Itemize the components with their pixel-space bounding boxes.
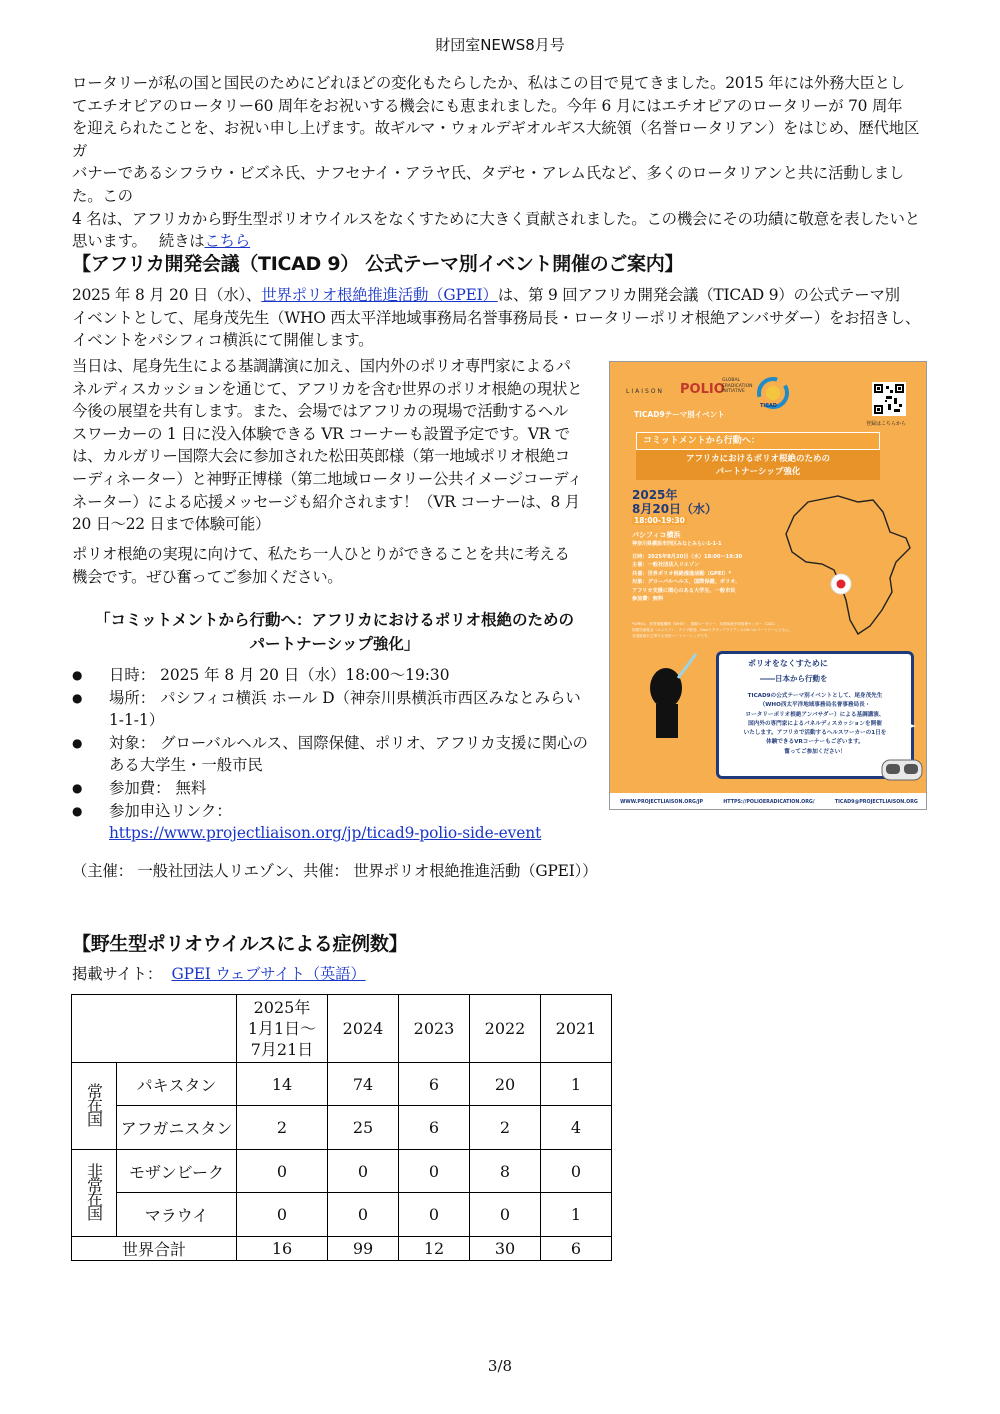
qr-code[interactable] [872, 382, 906, 416]
total-label: 世界合計 [72, 1237, 237, 1261]
event-tag: TICAD9テーマ別イベント [610, 408, 750, 422]
intro-line: バナーであるシフラウ・ビズネ氏、ナフセナイ・アラヤ氏、タデセ・アレム氏など、多くのロータリアンと共に活動しました。この [72, 164, 905, 205]
qr-code-icon [874, 384, 904, 414]
table-corner [72, 995, 237, 1063]
column-header-2025: 2025年 1月1日～ 7月21日 [237, 995, 328, 1063]
country-cell: アフガニスタン [117, 1106, 237, 1150]
table-row: 非常在国 モザンビーク 0 0 0 8 0 [72, 1150, 612, 1193]
country-cell: パキスタン [117, 1063, 237, 1106]
country-cell: マラウイ [117, 1193, 237, 1237]
flyer-venue: パシフィコ横浜 [632, 531, 681, 539]
cases-table-wrap [71, 994, 612, 1261]
flyer-venue-address: 神奈川県横浜市西区みなとみらい1-1-1 [632, 541, 722, 547]
ticad-lead: 2025 年 8 月 20 日（水）、世界ポリオ根絶推進活動（GPEI）は、第 9 回アフリカ開発会議（TICAD 9）の公式テーマ別 イベントとして、尾身茂先生（WHO 西太平洋地域事務局名誉事務局長・ロータリーポリオ根絶アンバサダー）をお招きし、 イベントをパシフィコ横浜にて開催します。 [72, 286, 921, 350]
polio-logo: POLIO [680, 382, 725, 397]
source-line: 掲載サイト： GPEI ウェブサイト（英語） [72, 965, 366, 983]
event-fee: ● 参加費： 無料 [72, 777, 632, 800]
flyer-details: 日時：2025年8月20日（水）18:00～19:30 主催：一般社団法人リエゾン 共催：世界ポリオ根絶推進活動（GPEI）* 対象：グローバルヘルス、国際保健、ポリオ、 アフリカ支援に関心のある大学生、一般市民 参加費：無料 [632, 554, 743, 603]
intro-line: 4 名は、アフリカから野生型ポリオウイルスをなくすために大きく貢献されました。この機会にその功績に敬意を表したいと [72, 209, 920, 228]
column-header-year: 2021 [541, 995, 612, 1063]
table-row: アフガニスタン 2 25 6 2 4 [72, 1106, 612, 1150]
event-flyer [609, 361, 927, 810]
flyer-date: 8月20日（水） [632, 502, 718, 516]
intro-paragraph [72, 72, 930, 253]
page-number: 3/8 [487, 1357, 513, 1375]
ticad-call: ポリオ根絶の実現に向けて、私たち一人ひとりができることを共に考える 機会です。ぜひ奮ってご参加ください。 [72, 545, 570, 586]
gpei-logo-text: GLOBAL ERADICATION INITIATIVE [722, 378, 753, 394]
table-row: 常在国 パキスタン 14 74 6 20 1 [72, 1063, 612, 1106]
group-endemic: 常在国 [72, 1063, 117, 1150]
intro-line: ロータリーが私の国と国民のためにどれほどの変化もたらしたか、私はこの目で見てきました。2015 年には外務大臣とし [72, 74, 905, 92]
column-header-year: 2022 [470, 995, 541, 1063]
organizer-note: （主催： 一般社団法人リエゾン、共催： 世界ポリオ根絶推進活動（GPEI）） [72, 862, 598, 880]
event-target: ● 対象： グローバルヘルス、国際保健、ポリオ、アフリカ支援に関心の ある大学生・一般市民 [72, 732, 632, 777]
event-place: ● 場所： パシフィコ横浜 ホール D（神奈川県横浜市西区みなとみらい 1-1-1） [72, 687, 632, 732]
event-date: ● 日時： 2025 年 8 月 20 日（水）18:00～19:30 [72, 664, 632, 687]
gpei-link[interactable]: 世界ポリオ根絶推進活動（GPEI） [261, 286, 498, 304]
table-row: マラウイ 0 0 0 0 1 [72, 1193, 612, 1237]
event-apply: ● 参加申込リンク： https://www.projectliaison.org/jp/ticad9-polio-side-event [72, 800, 632, 845]
gpei-website-link[interactable]: GPEI ウェブサイト（英語） [171, 965, 366, 983]
flyer-footer: WWW.PROJECTLIAISON.ORG/JP HTTPS://POLIOERADICATION.ORG/ TICAD9@PROJECTLIAISON.ORG [610, 793, 927, 810]
card-title: ポリオをなくすために [748, 659, 828, 668]
column-header-year: 2024 [328, 995, 399, 1063]
vr-headset-icon [880, 752, 926, 786]
column-header-year: 2023 [399, 995, 470, 1063]
read-more-link[interactable]: こちら [204, 232, 251, 251]
event-details-list [72, 664, 632, 845]
intro-line: てエチオピアのロータリー60 周年をお祝いする機会にも恵まれました。今年 6 月にはエチオピアのロータリーが 70 周年 [72, 96, 903, 115]
flyer-headline-2: アフリカにおけるポリオ根絶のための パートナーシップ強化 [636, 450, 880, 480]
intro-line: 思います。 続きはこちら [72, 232, 251, 251]
intro-line: を迎えられたことを、お祝い申し上げます。故ギルマ・ウォルデギオルギス大統領（名誉ロータリアン）をはじめ、歴代地区ガ [72, 119, 920, 160]
event-title: 「コミットメントから行動へ：アフリカにおけるポリオ根絶のための パートナーシップ強化」 [94, 611, 575, 653]
flyer-headline-1: コミットメントから行動へ： [636, 432, 880, 450]
sparkle-icon [900, 718, 916, 734]
cases-table [71, 994, 612, 1261]
qr-caption: 登録はこちらから [866, 421, 907, 427]
cases-heading: 【野生型ポリオウイルスによる症例数】 [72, 933, 408, 955]
card-body: TICAD9の公式テーマ別イベントとして、尾身茂先生 （WHO西太平洋地域事務局名誉事務局長・ ロータリーポリオ根絶アンバサダー）による基調講演、 国内外の専門家によるパネルディスカッションを開催 いたします。アフリカで活動するヘルスワーカーの1日を 体験できるVRコーナーもございます。 奮ってご参加ください！ [743, 693, 887, 755]
flyer-time: 18:00-19:30 [634, 516, 685, 525]
card-subtitle: ――日本から行動を [760, 674, 828, 683]
ticad-logo: TICAD [756, 376, 790, 410]
vaccination-silhouette-icon [638, 648, 698, 738]
ticad-body: 当日は、尾身先生による基調講演に加え、国内外のポリオ専門家によるパ ネルディスカッションを通じて、アフリカを含む世界のポリオ根絶の現状と 今後の展望を共有します。また、会場ではアフリカの現場で活動するヘル スワーカーの 1 日に没入体験できる VR コーナーも設置予定です。VR で は、カルガリー国際大会に参加された松田英郎様（第一地域ポリオ根絶コ ーディネーター）と神野正博様（第二地域ロータリー公共イメージコーディ ネーター）による応援メッセージも紹介されます！（VR コーナーは、8 月 20 日～22 日まで体験可能） [72, 357, 583, 534]
liaison-logo: LIAISON [626, 388, 665, 395]
group-nonendemic: 非常在国 [72, 1150, 117, 1237]
ticad-heading: 【アフリカ開発会議（TICAD 9） 公式テーマ別イベント開催のご案内】 [72, 253, 684, 275]
apply-link[interactable]: https://www.projectliaison.org/jp/ticad9-polio-side-event [109, 824, 542, 843]
flyer-year: 2025年 [632, 488, 678, 502]
page-header: 財団室NEWS8月号 [435, 36, 565, 54]
country-cell: モザンビーク [117, 1150, 237, 1193]
flyer-footnote: *GPEIは、世界保健機関（WHO）、国際ロータリー、米国疾病予防管理センター（CDC）、 国連児童基金（ユニセフ）、ゲイツ財団、Gaviワクチンアライアンスの6つのパートナーとともに、 各国政府が主導する官民パートナーシップです。 [632, 622, 793, 638]
table-total-row: 世界合計 16 99 12 30 6 [72, 1237, 612, 1261]
